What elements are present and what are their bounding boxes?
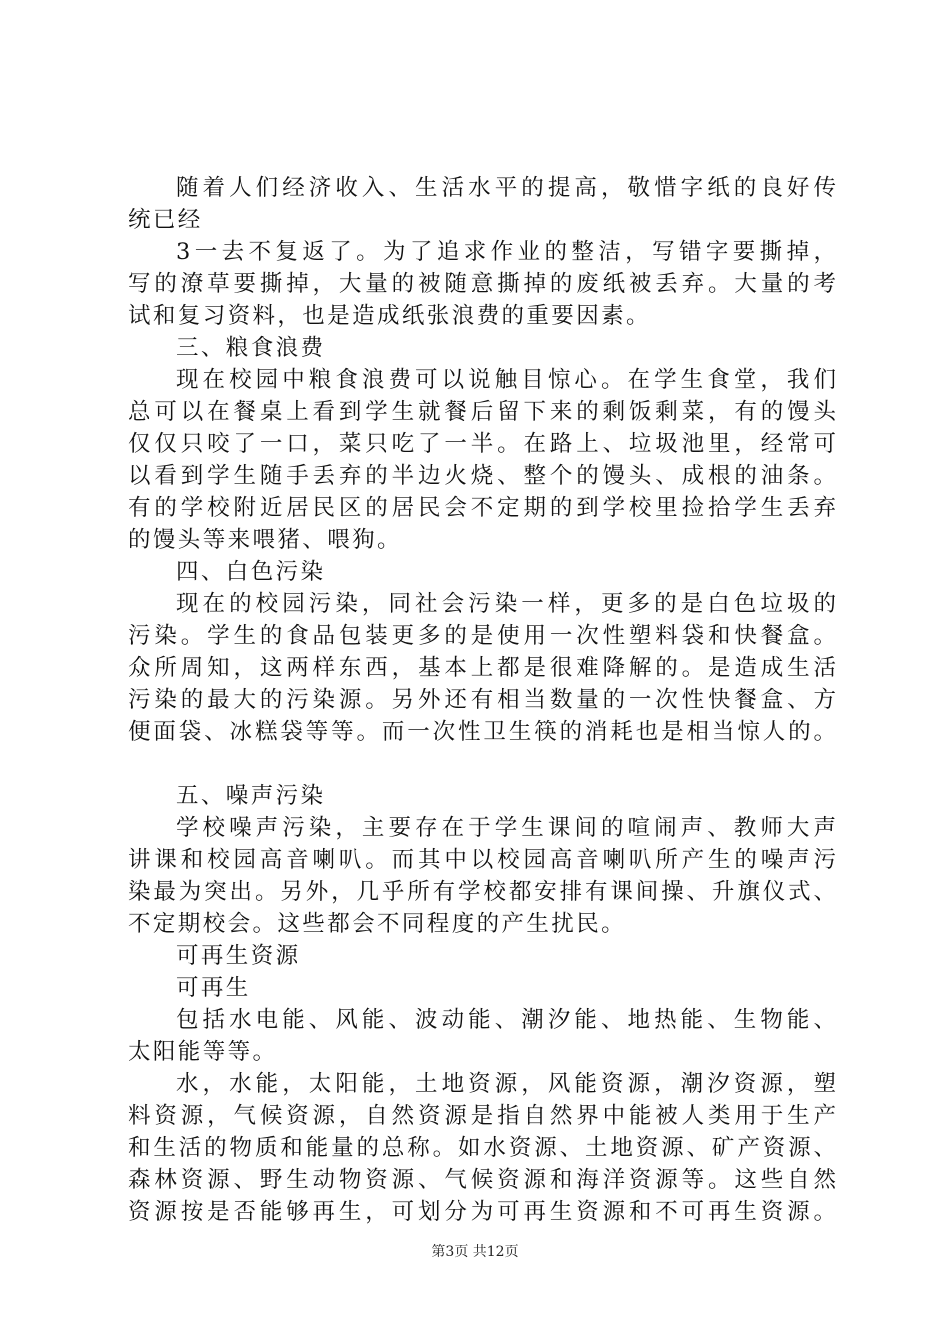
paragraph-line: 仅仅只咬了一口，菜只吃了一半。在路上、垃圾池里，经常可 [128, 431, 836, 457]
paragraph-line: 水，水能，太阳能，土地资源，风能资源，潮汐资源，塑 [176, 1071, 836, 1097]
paragraph-line: 料资源，气候资源，自然资源是指自然界中能被人类用于生产 [128, 1103, 836, 1129]
section-heading: 四、白色污染 [176, 559, 326, 585]
document-body [128, 172, 836, 1228]
section-heading: 五、噪声污染 [176, 783, 326, 809]
paragraph-line: 包括水电能、风能、波动能、潮汐能、地热能、生物能、 [176, 1007, 836, 1033]
paragraph-line: 的馒头等来喂猪、喂狗。 [128, 527, 402, 553]
paragraph-line: 染最为突出。另外，几乎所有学校都安排有课间操、升旗仪式、 [128, 879, 836, 905]
section-heading: 可再生 [176, 975, 251, 1001]
paragraph-line: 众所周知，这两样东西，基本上都是很难降解的。是造成生活 [128, 655, 836, 681]
paragraph-line: 太阳能等等。 [128, 1039, 278, 1065]
paragraph-line: 统已经 [128, 207, 203, 233]
paragraph-line: 不定期校会。这些都会不同程度的产生扰民。 [128, 911, 627, 937]
paragraph-line: 现在校园中粮食浪费可以说触目惊心。在学生食堂，我们 [176, 367, 836, 393]
paragraph-line: 写的潦草要撕掉，大量的被随意撕掉的废纸被丢弃。大量的考 [128, 271, 836, 297]
paragraph-line: 总可以在餐桌上看到学生就餐后留下来的剩饭剩菜，有的馒头 [128, 399, 836, 425]
section-heading: 三、粮食浪费 [176, 335, 326, 361]
paragraph-line: 便面袋、冰糕袋等等。而一次性卫生筷的消耗也是相当惊人的。 [128, 719, 836, 745]
paragraph-line: 以看到学生随手丢弃的半边火烧、整个的馒头、成根的油条。 [128, 463, 836, 489]
paragraph-line: 污染的最大的污染源。另外还有相当数量的一次性快餐盒、方 [128, 687, 836, 713]
page-number-footer: 第3页 共12页 [431, 1244, 519, 1260]
paragraph-line: 现在的校园污染，同社会污染一样，更多的是白色垃圾的 [176, 591, 836, 617]
paragraph-line: 随着人们经济收入、生活水平的提高，敬惜字纸的良好传 [176, 175, 836, 201]
paragraph-line: 森林资源、野生动物资源、气候资源和海洋资源等。这些自然 [128, 1167, 836, 1193]
paragraph-line: 3一去不复返了。为了追求作业的整洁，写错字要撕掉， [176, 239, 836, 265]
blank-line [128, 748, 836, 780]
section-heading: 可再生资源 [176, 943, 301, 969]
paragraph-line: 有的学校附近居民区的居民会不定期的到学校里捡拾学生丢弃 [128, 495, 836, 521]
paragraph-line: 讲课和校园高音喇叭。而其中以校园高音喇叭所产生的噪声污 [128, 847, 836, 873]
paragraph-line: 试和复习资料，也是造成纸张浪费的重要因素。 [128, 303, 651, 329]
paragraph-line: 学校噪声污染，主要存在于学生课间的喧闹声、教师大声 [176, 815, 836, 841]
paragraph-line: 和生活的物质和能量的总称。如水资源、土地资源、矿产资源、 [128, 1135, 836, 1161]
paragraph-line: 资源按是否能够再生，可划分为可再生资源和不可再生资源。 [128, 1199, 836, 1225]
paragraph-line: 污染。学生的食品包装更多的是使用一次性塑料袋和快餐盒。 [128, 623, 836, 649]
